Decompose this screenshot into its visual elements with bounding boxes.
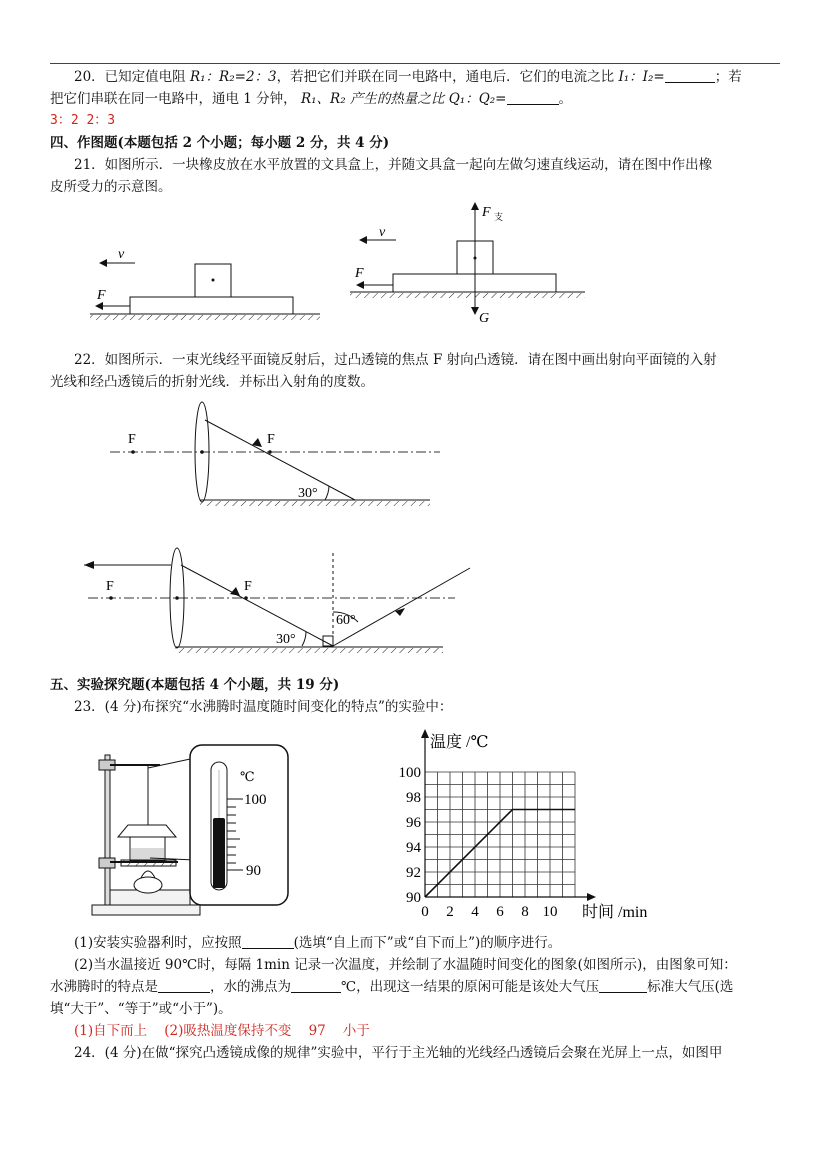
svg-text:30°: 30° (276, 632, 296, 647)
chart-y-axis-label: 温度 /℃ (430, 734, 489, 751)
q23-part2-c: 填“大于”、“等于”或“小于”)。 (50, 1001, 232, 1017)
q23-intro: 23．(4 分)布探究“水沸腾时温度随时间变化的特点”的实验中： (74, 699, 453, 715)
thermometer-100: 100 (244, 792, 267, 808)
q20-answer: 3：2 2：3 (50, 113, 116, 128)
section4-title: 四、作图题(本题包括 2 个小题；每小题 2 分，共 4 分) (50, 135, 390, 151)
q22-line1: 22．如图所示．一束光线经平面镜反射后，过凸透镜的焦点 F 射向凸透镜．请在图中画出射向平面镜的入射 (74, 352, 717, 368)
y-tick-label: 94 (406, 840, 421, 856)
svg-text:F: F (355, 266, 364, 281)
velocity-label: v (118, 247, 125, 262)
q23-part2-b: 水沸腾时的特点是 ，水的沸点为 ℃，出现这一结果的原闲可能是该处大气压 标准大气压(选 (50, 979, 734, 995)
svg-text:F: F (106, 579, 114, 594)
q20-line1: 20．已知定值电阻 R₁：R₂=2：3，若把它们并联在同一电路中，通电后．它们的电流之比 I₁：I₂= ；若 (74, 69, 742, 85)
y-tick-label: 92 (406, 865, 421, 881)
q23-part2-a: (2)当水温接近 90℃时，每隔 1min 记录一次温度，并绘制了水温随时间变化的图象(如图所示)，由图象可知： (74, 957, 737, 973)
q20-line2: 把它们串联在同一电路中，通电 1 分钟， R₁、R₂ 产生的热量之比 Q₁：Q₂= 。 (50, 91, 572, 107)
svg-text:F: F (482, 205, 491, 220)
q23-blank-3[interactable] (291, 978, 341, 993)
force-F-label: F (97, 288, 106, 303)
svg-text:支: 支 (494, 212, 504, 222)
y-tick-label: 96 (406, 815, 421, 831)
section5-title: 五、实验探究题(本题包括 4 个小题，共 19 分) (50, 677, 340, 693)
q23-blank-1[interactable] (242, 934, 294, 949)
x-tick-label: 6 (496, 904, 504, 920)
q24-line1: 24．(4 分)在做“探究凸透镜成像的规律”实验中，平行于主光轴的光线经凸透镜后会聚在光屏上一点，如图甲 (74, 1045, 723, 1061)
chart-x-axis-label: 时间 /min (582, 904, 648, 921)
x-tick-label: 0 (421, 904, 429, 920)
thermometer-unit: ℃ (240, 769, 255, 784)
q23-part1: (1)安装实验器利时，应按照 (选填“自上而下”或“自下而上”)的顺序进行。 (74, 935, 562, 951)
thermometer-90: 90 (246, 863, 261, 879)
chart-grid (425, 772, 575, 897)
q21-line1: 21．如图所示．一块橡皮放在水平放置的文具盒上，并随文具盒一起向左做匀速直线运动，请在图中作出橡 (74, 157, 713, 173)
y-tick-label: 98 (406, 790, 421, 806)
x-axis-arrowhead (587, 893, 596, 901)
q22-line2: 光线和经凸透镜后的折射光线．并标出入射角的度数。 (50, 374, 374, 390)
q23-blank-2[interactable] (158, 978, 210, 993)
y-tick-label: 90 (406, 890, 421, 906)
angle-60-label: 60° (336, 613, 356, 628)
x-tick-label: 2 (446, 904, 454, 920)
focus-left-label: F (128, 432, 136, 447)
y-tick-label: 100 (398, 765, 421, 781)
svg-text:F: F (244, 579, 252, 594)
angle-30-label: 30° (298, 486, 318, 501)
focus-right-label: F (267, 432, 275, 447)
velocity-label-2: v (379, 225, 386, 240)
y-axis-arrowhead (421, 729, 429, 738)
x-tick-label: 8 (521, 904, 529, 920)
x-tick-label: 10 (542, 904, 558, 920)
q21-line2: 皮所受力的示意图。 (50, 179, 172, 195)
q23-blank-4[interactable] (599, 978, 647, 993)
q23-answer: (1)自下而上 (2)吸热温度保持不变 97 小于 (74, 1023, 370, 1039)
gravity-label: G (479, 311, 490, 326)
x-tick-label: 4 (471, 904, 479, 920)
